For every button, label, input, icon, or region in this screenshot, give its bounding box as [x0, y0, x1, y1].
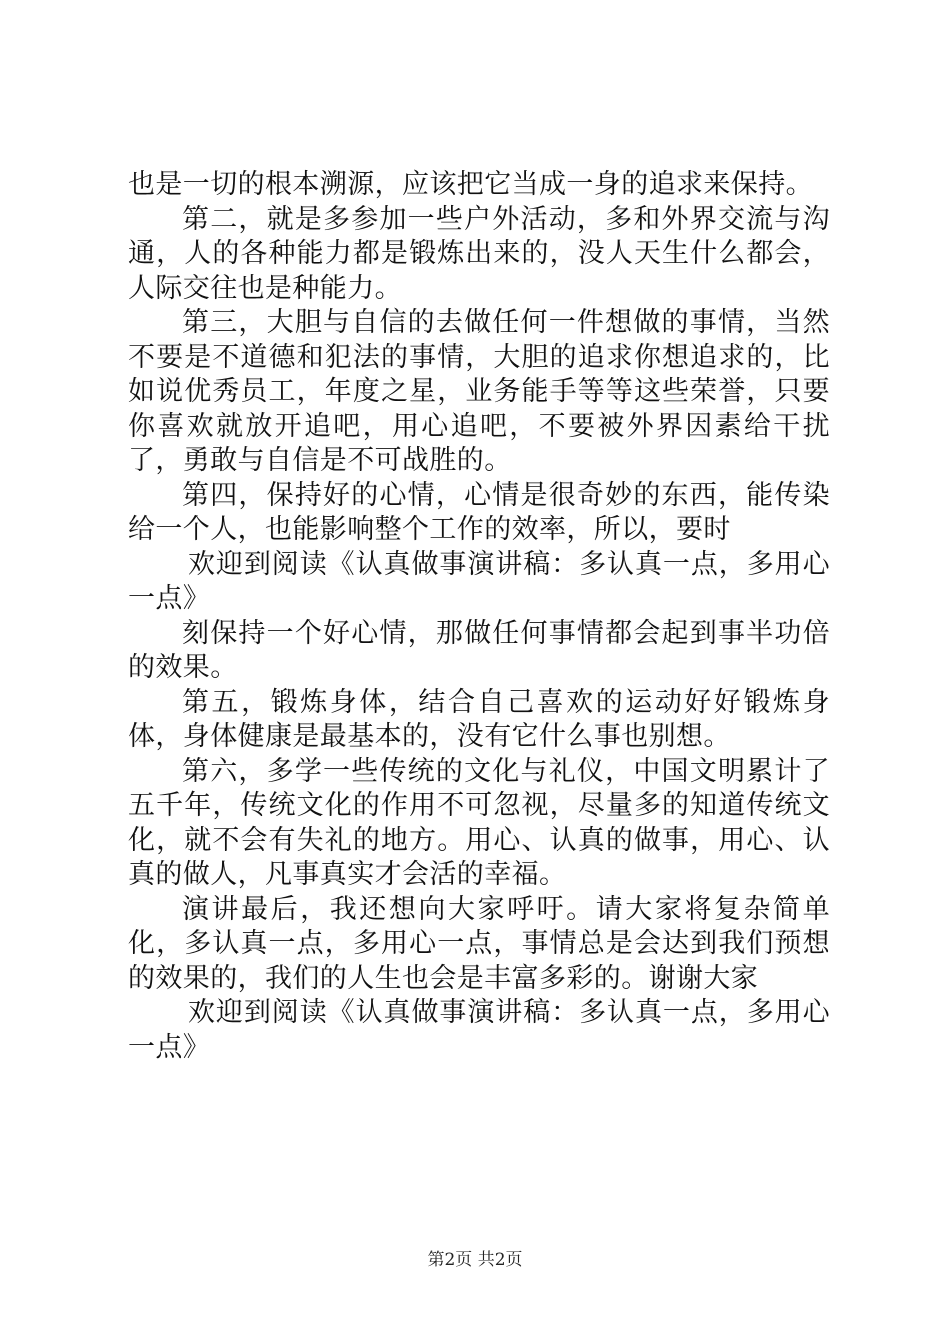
paragraph-sixth: 第六，多学一些传统的文化与礼仪，中国文明累计了五千年，传统文化的作用不可忽视，尽量多的知道传统文化，就不会有失礼的地方。用心、认真的做事，用心、认真的做人，凡事真实才会活的幸福。: [128, 755, 830, 890]
paragraph-closing: 演讲最后，我还想向大家呼吁。请大家将复杂简单化，多认真一点，多用心一点，事情总是会达到我们预想的效果的，我们的人生也会是丰富多彩的。谢谢大家: [128, 893, 830, 994]
reading-banner-end: 欢迎到阅读《认真做事演讲稿：多认真一点，多用心一点》: [128, 997, 830, 1063]
paragraph-fourth-continued: 刻保持一个好心情，那做任何事情都会起到事半功倍的效果。: [128, 617, 830, 683]
paragraph-fifth: 第五，锻炼身体，结合自己喜欢的运动好好锻炼身体，身体健康是最基本的，没有它什么事也别想。: [128, 686, 830, 752]
reading-banner: 欢迎到阅读《认真做事演讲稿：多认真一点，多用心一点》: [128, 548, 830, 614]
paragraph-third: 第三，大胆与自信的去做任何一件想做的事情，当然不要是不道德和犯法的事情，大胆的追求你想追求的，比如说优秀员工，年度之星，业务能手等等这些荣誉，只要你喜欢就放开追吧，用心追吧，不要被外界因素给干扰了，勇敢与自信是不可战胜的。: [128, 307, 830, 476]
paragraph-continuation: 也是一切的根本溯源，应该把它当成一身的追求来保持。: [128, 169, 813, 200]
paragraph-fourth: 第四，保持好的心情，心情是很奇妙的东西，能传染给一个人，也能影响整个工作的效率，所以，要时: [128, 479, 830, 545]
document-body: [128, 168, 830, 1065]
paragraph-second: 第二，就是多参加一些户外活动，多和外界交流与沟通，人的各种能力都是锻炼出来的，没人天生什么都会，人际交往也是种能力。: [128, 203, 830, 304]
page-number: 第2页 共2页: [427, 1250, 523, 1270]
